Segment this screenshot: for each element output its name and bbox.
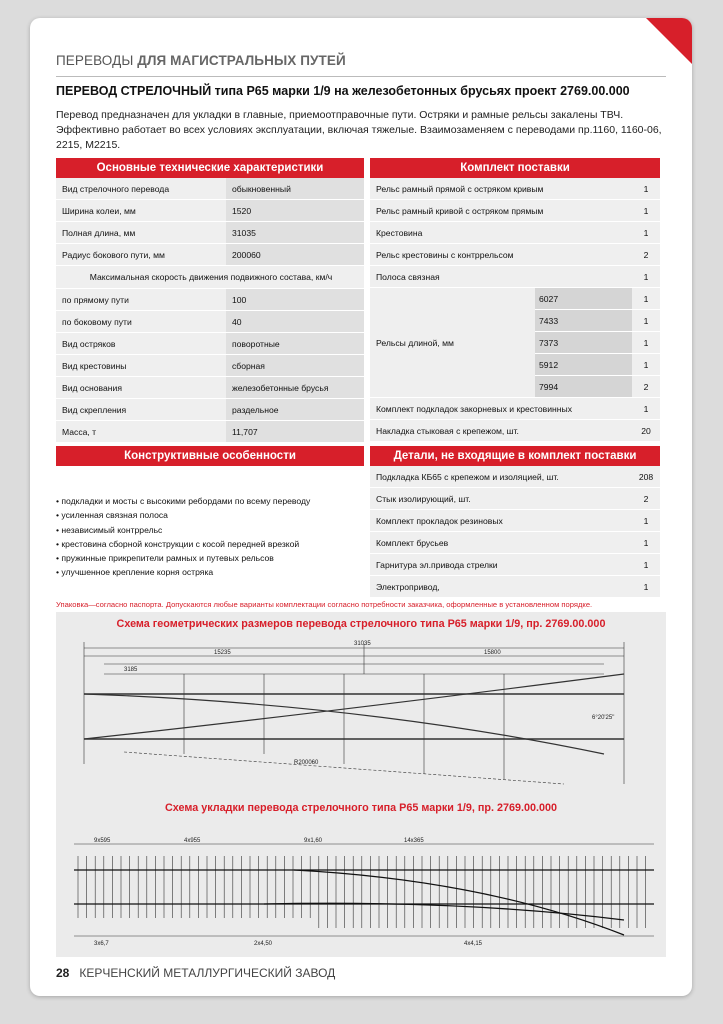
row-label: по прямому пути <box>56 289 226 311</box>
row-label: Гарнитура эл.привода стрелки <box>370 554 632 576</box>
rail-length: 7433 <box>535 310 632 332</box>
row-value: железобетонные брусья <box>226 377 364 399</box>
row-value: 20 <box>632 420 660 442</box>
red-corner-decoration <box>646 18 692 64</box>
tie-group-6: 2x4,50 <box>254 941 273 947</box>
table-row <box>370 178 660 200</box>
row-value: 2 <box>632 244 660 266</box>
rails-label: Рельсы длиной, мм <box>370 288 535 398</box>
row-label: Рельс рамный прямой с остряком кривым <box>370 178 632 200</box>
row-value: 1 <box>632 222 660 244</box>
dim-radius: R200060 <box>294 760 319 766</box>
feature-item: • улучшенное крепление корня остряка <box>56 565 310 579</box>
row-value: 1 <box>632 532 660 554</box>
row-label: Накладка стыковая с крепежом, шт. <box>370 420 632 442</box>
row-value: обыкновенный <box>226 178 364 200</box>
section-prefix: ПЕРЕВОДЫ <box>56 53 134 68</box>
row-label: Подкладка КБ65 с крепежом и изоляцией, шт. <box>370 466 632 488</box>
section-title <box>56 53 346 68</box>
section-bold: ДЛЯ МАГИСТРАЛЬНЫХ ПУТЕЙ <box>137 53 346 68</box>
row-value: 1520 <box>226 200 364 222</box>
row-label: по боковому пути <box>56 311 226 333</box>
table-row <box>370 488 660 510</box>
dim-angle: 6°20'25" <box>592 715 615 721</box>
feature-item: • усиленная связная полоса <box>56 508 310 522</box>
table-row <box>56 289 364 311</box>
row-label: Электропривод, <box>370 576 632 598</box>
packing-note: Упаковка—согласно паспорта. Допускаются любые варианты комплектации согласно потребности заказчика, оформленные в установленном порядке. <box>56 600 593 609</box>
page-footer <box>56 966 335 980</box>
scheme2-title: Схема укладки перевода стрелочного типа Р65 марки 1/9, пр. 2769.00.000 <box>164 802 558 814</box>
features-list <box>56 494 310 580</box>
table-row <box>370 420 660 442</box>
company-name: КЕРЧЕНСКИЙ МЕТАЛЛУРГИЧЕСКИЙ ЗАВОД <box>79 966 336 980</box>
features-header: Конструктивные особенности <box>56 446 364 466</box>
row-value: сборная <box>226 355 364 377</box>
tie-group-2: 4x955 <box>184 838 201 844</box>
table-row <box>56 200 364 222</box>
row-value: 11,707 <box>226 421 364 443</box>
tie-group-5: 3x6,7 <box>94 941 109 947</box>
row-value: 1 <box>632 398 660 420</box>
table-row <box>370 244 660 266</box>
row-value: 1 <box>632 266 660 288</box>
table-row <box>370 510 660 532</box>
row-value: раздельное <box>226 399 364 421</box>
tie-group-4: 14x365 <box>404 838 424 844</box>
row-value: 208 <box>632 466 660 488</box>
row-value: 1 <box>632 200 660 222</box>
table-row <box>370 532 660 554</box>
row-value: 100 <box>226 289 364 311</box>
tie-group-1: 9x595 <box>94 838 111 844</box>
divider <box>56 76 666 77</box>
row-label: Радиус бокового пути, мм <box>56 244 226 266</box>
row-label: Стык изолирующий, шт. <box>370 488 632 510</box>
dim-d2: 15800 <box>484 650 501 656</box>
feature-item: • независимый контррельс <box>56 523 310 537</box>
row-label: Вид стрелочного перевода <box>56 178 226 200</box>
row-value: 1 <box>632 510 660 532</box>
table-row <box>370 200 660 222</box>
rail-length: 7373 <box>535 332 632 354</box>
row-value: 2 <box>632 488 660 510</box>
table-row <box>56 244 364 266</box>
row-value: 1 <box>632 554 660 576</box>
document-title: ПЕРЕВОД СТРЕЛОЧНЫЙ типа Р65 марки 1/9 на железобетонных брусьях проект 2769.00.000 <box>56 84 630 98</box>
row-label: Вид остряков <box>56 333 226 355</box>
tie-group-3: 9x1,60 <box>304 838 323 844</box>
rail-length: 5912 <box>535 354 632 376</box>
row-label: Комплект брусьев <box>370 532 632 554</box>
row-value: 2 <box>632 376 660 398</box>
table-row <box>56 377 364 399</box>
table-row <box>370 554 660 576</box>
speed-header: Максимальная скорость движения подвижного состава, км/ч <box>56 266 364 289</box>
geometry-diagram <box>64 634 658 794</box>
table-row <box>56 355 364 377</box>
row-value: 1 <box>632 288 660 310</box>
dim-total: 31035 <box>354 641 371 647</box>
row-label: Вид крестовины <box>56 355 226 377</box>
table-row <box>56 333 364 355</box>
catalog-page <box>30 18 692 996</box>
features-block <box>56 446 364 466</box>
row-label: Вид основания <box>56 377 226 399</box>
specs-header: Основные технические характеристики <box>56 158 364 178</box>
row-value: 1 <box>632 354 660 376</box>
row-label: Вид скрепления <box>56 399 226 421</box>
row-label: Масса, т <box>56 421 226 443</box>
row-value: 1 <box>632 576 660 598</box>
table-row <box>56 222 364 244</box>
table-row <box>56 399 364 421</box>
description: Перевод предназначен для укладки в главные, приемоотправочные пути. Остряки и рамные рельсы закалены ТВЧ. Эффективно работает во всех условиях эксплуатации, включая тяжелые. Взаимозаменяем с переводами пр.1160, 1160-06, 2215, М2215. <box>56 109 662 151</box>
row-label: Полоса связная <box>370 266 632 288</box>
row-label: Рельс рамный кривой с остряком прямым <box>370 200 632 222</box>
page-number: 28 <box>56 966 70 980</box>
table-row <box>370 466 660 488</box>
row-label: Комплект подкладок закорневых и крестовинных <box>370 398 632 420</box>
specs-table <box>56 158 364 443</box>
table-row <box>56 421 364 443</box>
table-row <box>370 288 660 310</box>
rail-length: 7994 <box>535 376 632 398</box>
row-label: Рельс крестовины с контррельсом <box>370 244 632 266</box>
scheme1-title: Схема геометрических размеров перевода стрелочного типа Р65 марки 1/9, пр. 2769.00.000 <box>116 618 606 630</box>
dim-d1: 15235 <box>214 650 231 656</box>
feature-item: • крестовина сборной конструкции с косой передней врезкой <box>56 537 310 551</box>
dim-d3: 3185 <box>124 667 138 673</box>
row-value: 200060 <box>226 244 364 266</box>
row-value: 40 <box>226 311 364 333</box>
row-label: Комплект прокладок резиновых <box>370 510 632 532</box>
row-label: Ширина колеи, мм <box>56 200 226 222</box>
row-value: 1 <box>632 178 660 200</box>
table-row <box>370 222 660 244</box>
extras-table <box>370 446 660 598</box>
row-value: поворотные <box>226 333 364 355</box>
table-row <box>56 311 364 333</box>
row-value: 1 <box>632 332 660 354</box>
tie-group-7: 4x4,15 <box>464 941 483 947</box>
row-label: Крестовина <box>370 222 632 244</box>
feature-item: • подкладки и мосты с высокими ребордами по всему переводу <box>56 494 310 508</box>
table-row <box>56 178 364 200</box>
kit-table <box>370 158 660 442</box>
row-value: 1 <box>632 310 660 332</box>
table-row <box>370 576 660 598</box>
row-value: 31035 <box>226 222 364 244</box>
table-row <box>370 398 660 420</box>
extras-header: Детали, не входящие в комплект поставки <box>370 446 660 466</box>
kit-header: Комплект поставки <box>370 158 660 178</box>
rail-length: 6027 <box>535 288 632 310</box>
schemes-panel <box>56 612 666 957</box>
layout-diagram <box>64 820 658 950</box>
feature-item: • пружинные прикрепители рамных и путевых рельсов <box>56 551 310 565</box>
table-row <box>370 266 660 288</box>
row-label: Полная длина, мм <box>56 222 226 244</box>
